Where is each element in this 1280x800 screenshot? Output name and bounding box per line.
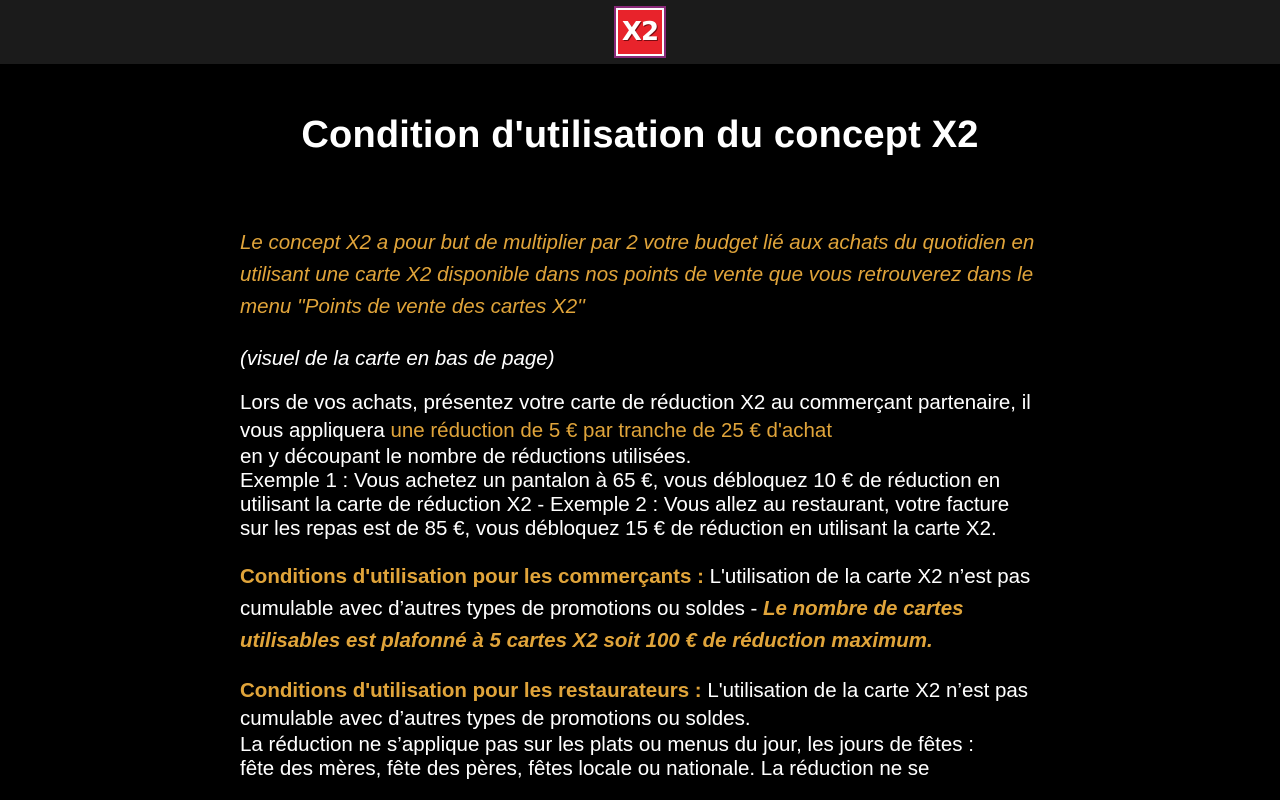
intro-paragraph: Le concept X2 a pour but de multiplier par 2 votre budget lié aux achats du quotidien en utilisant une carte X2 disponible dans nos points de vente que vous retrouverez dans le menu ''Points de vente des cartes X2'' — [240, 231, 1035, 318]
usage-text-before: Lors de vos achats, présentez votre carte de réduction X2 au commerçant partenaire, il vous appliquera — [240, 391, 1031, 442]
restaurant-line-3: fête des mères, fête des pères, fêtes locale ou nationale. La réduction ne se — [240, 757, 930, 780]
usage-text-after: en y découpant le nombre de réductions utilisées. — [240, 445, 692, 468]
merchant-text: L'utilisation de la carte X2 n’est pas cumulable avec d’autres types de promotions ou soldes - — [240, 565, 1031, 620]
page-title: Condition d'utilisation du concept X2 — [301, 114, 979, 156]
usage-highlight: une réduction de 5 € par tranche de 25 € d'achat — [390, 419, 833, 442]
merchant-heading: Conditions d'utilisation pour les commerçants : — [240, 565, 710, 588]
restaurant-line-2: La réduction ne s’applique pas sur les plats ou menus du jour, les jours de fêtes : — [240, 733, 974, 756]
restaurant-text: L'utilisation de la carte X2 n’est pas cumulable avec d’autres types de promotions ou soldes. — [240, 679, 1029, 730]
top-bar — [0, 0, 1280, 64]
restaurant-heading: Conditions d'utilisation pour les restaurateurs : — [240, 679, 708, 702]
merchant-limit: Le nombre de cartes utilisables est plafonné à 5 cartes X2 soit 100 € de réduction maximum. — [240, 597, 964, 652]
main-content — [240, 64, 1040, 781]
logo-text: X2 — [618, 10, 662, 54]
restaurant-conditions — [240, 677, 1040, 781]
visual-note: (visuel de la carte en bas de page) — [240, 347, 555, 370]
usage-paragraph — [240, 389, 1040, 541]
usage-examples: Exemple 1 : Vous achetez un pantalon à 65 €, vous débloquez 10 € de réduction en utilisant la carte de réduction X2 - Exemple 2 : Vous allez au restaurant, votre facture sur les repas est de 85 €, vous débloquez 15 € de réduction en utilisant la carte X2. — [240, 469, 1010, 540]
merchant-conditions — [240, 561, 1040, 657]
x2-logo[interactable] — [614, 6, 666, 58]
